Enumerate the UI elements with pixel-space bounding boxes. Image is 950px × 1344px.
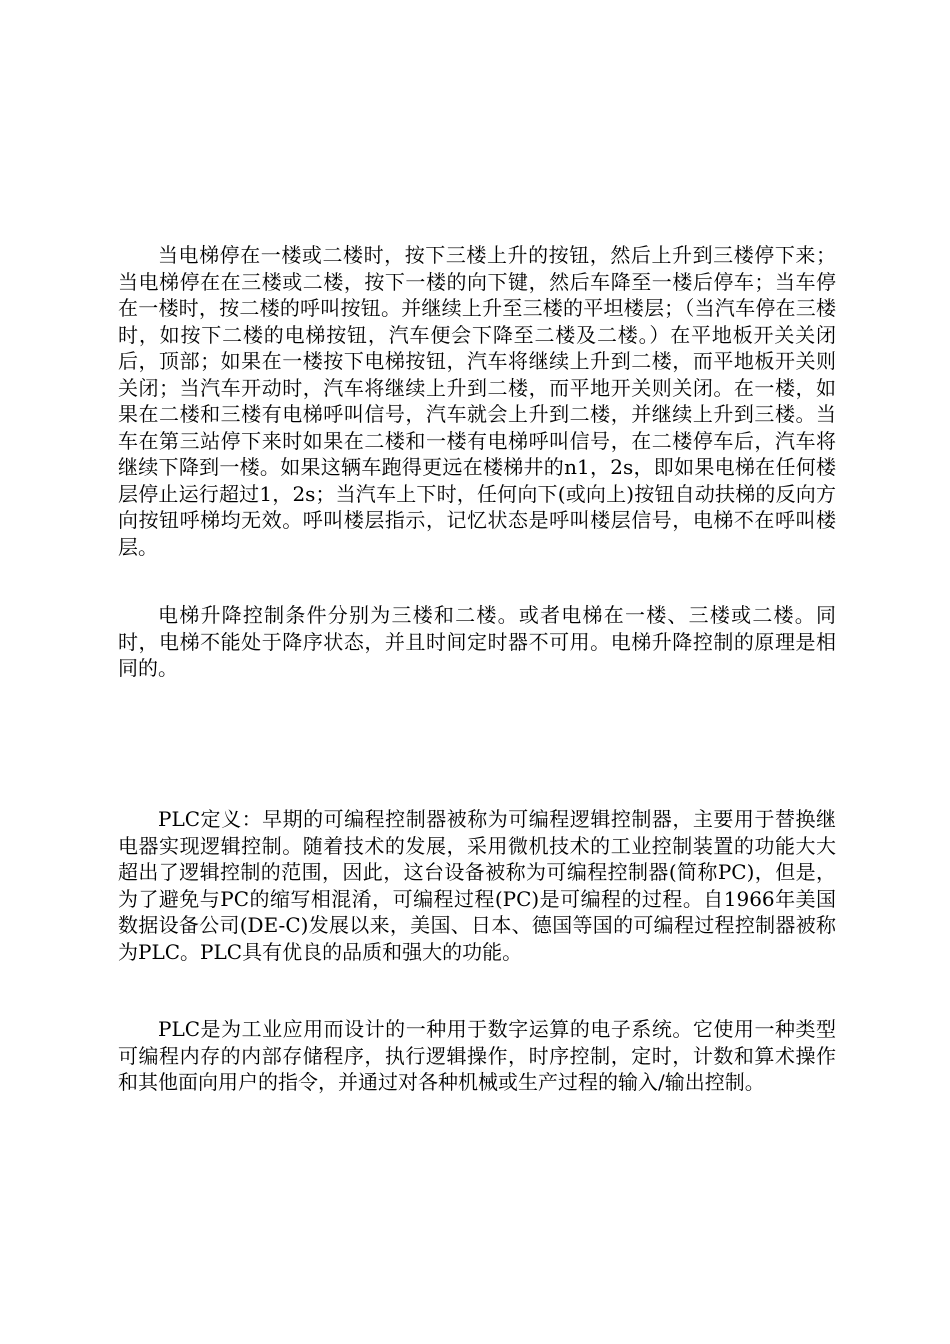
paragraph-plc-definition: PLC定义：早期的可编程控制器被称为可编程逻辑控制器，主要用于替换继电器实现逻辑控制。随着技术的发展，采用微机技术的工业控制装置的功能大大超出了逻辑控制的范围，因此，这台设备被称为可编程控制器(简称PC)，但是，为了避免与PC的缩写相混淆，可编程过程(PC)是可编程的过程。自1966年美国数据设备公司(DE-C)发展以来，美国、日本、德国等国的可编程过程控制器被称为PLC。PLC具有优良的品质和强大的功能。 (118, 807, 836, 964)
paragraph-plc-description: PLC是为工业应用而设计的一种用于数字运算的电子系统。它使用一种类型可编程内存的内部存储程序，执行逻辑操作，时序控制，定时，计数和算术操作和其他面向用户的指令，并通过对各种机械或生产过程的输入/输出控制。 (118, 1017, 836, 1094)
paragraph-elevator-operation: 当电梯停在一楼或二楼时，按下三楼上升的按钮，然后上升到三楼停下来；当电梯停在在三楼或二楼，按下一楼的向下键，然后车降至一楼后停车；当车停在一楼时，按二楼的呼叫按钮。并继续上升至三楼的平坦楼层；（当汽车停在三楼时，如按下二楼的电梯按钮，汽车便会下降至二楼及二楼。）在平地板开关关闭后，顶部；如果在一楼按下电梯按钮，汽车将继续上升到二楼，而平地板开关则关闭；当汽车开动时，汽车将继续上升到二楼，而平地开关则关闭。在一楼，如果在二楼和三楼有电梯呼叫信号，汽车就会上升到二楼，并继续上升到三楼。当车在第三站停下来时如果在二楼和一楼有电梯呼叫信号，在二楼停车后，汽车将继续下降到一楼。如果这辆车跑得更远在楼梯井的n1，2s，即如果电梯在任何楼层停止运行超过1，2s；当汽车上下时，任何向下(或向上)按钮自动扶梯的反向方向按钮呼梯均无效。呼叫楼层指示，记忆状态是呼叫楼层信号，电梯不在呼叫楼层。 (118, 243, 836, 559)
paragraph-elevator-control-conditions: 电梯升降控制条件分别为三楼和二楼。或者电梯在一楼、三楼或二楼。同时，电梯不能处于降序状态，并且时间定时器不可用。电梯升降控制的原理是相同的。 (118, 603, 836, 680)
